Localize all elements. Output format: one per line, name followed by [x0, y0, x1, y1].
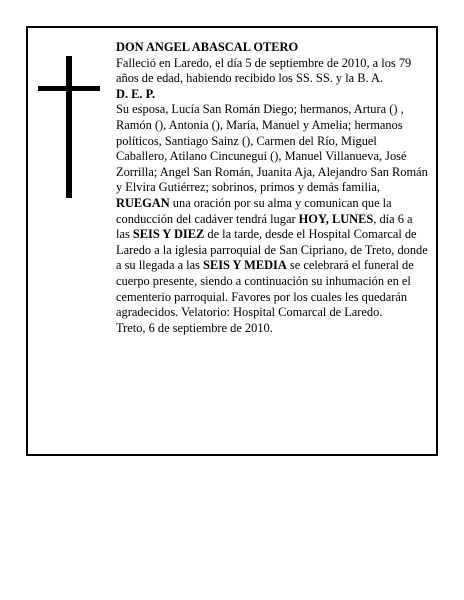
seis-y-diez-label: SEIS Y DIEZ [132, 227, 205, 242]
request-text-1: una oración por su alma y comunican que la conducción del cadáver tendrá lugar [116, 195, 392, 226]
rest-in-peace: D. E. P. [116, 86, 156, 101]
seis-y-media-label: SEIS Y MEDIA [203, 258, 287, 273]
cross-icon [28, 28, 108, 208]
deceased-name: DON ANGEL ABASCAL OTERO [116, 40, 299, 54]
funeral-request [116, 196, 428, 321]
cross-horizontal-bar [38, 86, 100, 91]
ruegan-label: RUEGAN [116, 195, 170, 210]
obituary-notice [26, 26, 438, 456]
request-text-4: se celebrará el funeral de cuerpo presente, siendo a continuación su inhumación en el cementerio parroquial. Favores por los cuales les quedarán agradecidos. Velatorio: Hospital Comarcal de Laredo. [116, 258, 414, 320]
request-text-3: de la tarde, desde el Hospital Comarcal de Laredo a la iglesia parroquial de San Cipriano, de Treto, donde a su llegada a las [116, 227, 428, 273]
family-list: Su esposa, Lucía San Román Diego; hermanos, Artura () , Ramón (), Antonia (), María, Manuel y Amelia; hermanos políticos, Santiago Sainz (), Carmen del Río, Miguel Caballero, Atilano Cincunegui (), Manuel Villanueva, José Zorrilla; Angel San Román, Juanita Aja, Alejandro San Román y Elvira Gutiérrez; sobrinos, primos y demás familia, [116, 102, 428, 195]
place-and-date: Treto, 6 de septiembre de 2010. [116, 320, 273, 335]
notice-body [116, 40, 428, 336]
death-announcement: Falleció en Laredo, el día 5 de septiembre de 2010, a los 79 años de edad, habiendo recibido los SS. SS. y la B. A. [116, 55, 412, 86]
request-text-2: , día 6 a las [116, 211, 413, 242]
cross-vertical-bar [66, 56, 72, 198]
hoy-lunes-label: HOY, LUNES [298, 211, 374, 226]
